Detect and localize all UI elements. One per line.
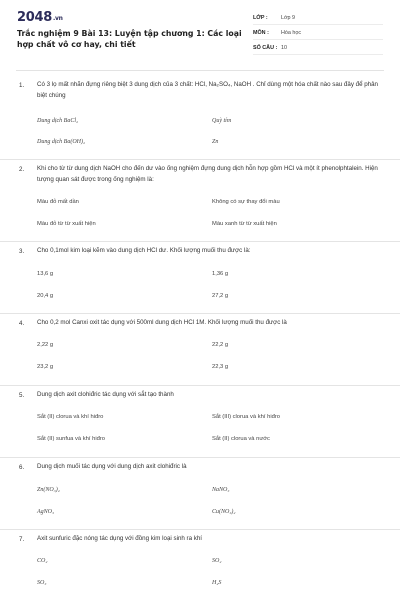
answer-option[interactable]: 2,22 g [37, 342, 54, 348]
question-3 [0, 242, 400, 314]
question-number: 5. [19, 392, 25, 399]
answer-option[interactable]: CO₂ [37, 558, 48, 564]
question-number: 4. [19, 320, 25, 327]
meta-row-grade [253, 12, 383, 25]
answer-option[interactable]: Zn [212, 139, 219, 145]
meta-row-count [253, 42, 383, 55]
question-7 [0, 530, 400, 600]
question-text: Dung dịch axit clohiđric tác dụng với sắt tạo thành [37, 391, 174, 398]
answer-option[interactable]: Sắt (II) clorua và khí hiđro [37, 414, 104, 420]
meta-row-subject [253, 27, 383, 40]
answer-option[interactable]: Sắt (II) sunfua và khí hiđro [37, 436, 105, 442]
answer-option[interactable]: 22,2 g [212, 342, 229, 348]
answer-option[interactable]: Màu đỏ từ từ xuất hiện [37, 221, 96, 227]
question-number: 3. [19, 248, 25, 255]
question-text: Cho 0,1mol kim loại kẽm vào dung dịch HCl dư. Khối lượng muối thu được là: [37, 247, 251, 254]
answer-option[interactable]: 27,2 g [212, 293, 229, 299]
logo-suffix: .vn [52, 15, 63, 22]
answer-option[interactable]: Không có sự thay đổi màu [212, 199, 280, 205]
answer-option[interactable]: Quỳ tím [212, 118, 232, 124]
question-1 [0, 78, 400, 160]
page-header [0, 0, 400, 66]
meta-key: SỐ CÂU : [253, 45, 278, 51]
answer-option[interactable]: Dung dịch Ba(OH)₂ [37, 139, 86, 145]
quiz-meta [253, 12, 383, 57]
answer-option[interactable]: H₂S [212, 580, 222, 586]
logo-text: 2048 [17, 10, 52, 25]
question-5 [0, 386, 400, 458]
question-number: 7. [19, 536, 25, 543]
page-title: Trắc nghiệm 9 Bài 13: Luyện tập chương 1: Các loại hợp chất vô cơ hay, chi tiết [17, 29, 242, 49]
question-text: Axit sunfuric đặc nóng tác dụng với đồng kim loại sinh ra khí [37, 535, 203, 542]
meta-key: MÔN : [253, 30, 269, 36]
answer-option[interactable]: 20,4 g [37, 293, 54, 299]
question-6 [0, 458, 400, 530]
question-text: Dung dịch muối tác dụng với dung dịch axit clohiđric là [37, 463, 187, 470]
question-2 [0, 160, 400, 242]
answer-option[interactable]: AgNO₃ [37, 509, 55, 515]
answer-option[interactable]: Zn(NO₃)₂ [37, 487, 60, 493]
meta-value: Lớp 9 [281, 15, 296, 21]
answer-option[interactable]: 22,3 g [212, 364, 229, 370]
question-number: 6. [19, 464, 25, 471]
answer-option[interactable]: Dung dịch BaCl₂ [37, 118, 79, 124]
question-number: 1. [19, 82, 25, 89]
answer-option[interactable]: Màu đỏ mất dần [37, 199, 79, 205]
answer-option[interactable]: 23,2 g [37, 364, 54, 370]
meta-key: LỚP : [253, 15, 268, 21]
question-text: Khi cho từ từ dung dịch NaOH cho đến dư vào ống nghiệm đựng dung dịch hỗn hợp gồm HCl và một ít phenolphtalein. Hiện tượng quan sát được trong ống nghiệm là: [37, 165, 378, 183]
answer-option[interactable]: SO₃ [37, 580, 47, 586]
header-divider [16, 70, 384, 71]
meta-value: Hóa học [281, 30, 302, 36]
answer-option[interactable]: Cu(NO₃)₂ [212, 509, 236, 515]
meta-value: 10 [281, 45, 287, 51]
answer-option[interactable]: Sắt (III) clorua và khí hiđro [212, 414, 280, 420]
question-text: Cho 0,2 mol Canxi oxit tác dụng với 500ml dung dịch HCl 1M. Khối lượng muối thu được là [37, 319, 287, 326]
answer-option[interactable]: Màu xanh từ từ xuất hiện [212, 221, 277, 227]
answer-option[interactable]: 13,6 g [37, 271, 54, 277]
answer-option[interactable]: 1,36 g [212, 271, 229, 277]
site-logo[interactable] [17, 10, 63, 25]
question-4 [0, 314, 400, 386]
answer-option[interactable]: NaNO₃ [212, 487, 230, 493]
question-text: Có 3 lọ mất nhãn đựng riêng biệt 3 dung dịch của 3 chất: HCl, Na₂SO₄, NaOH . Chỉ dùng một hóa chất nào sau đây để phân biệt chúng [37, 81, 378, 99]
question-number: 2. [19, 166, 25, 173]
answer-option[interactable]: Sắt (II) clorua và nước [212, 436, 270, 442]
answer-option[interactable]: SO₂ [212, 558, 222, 564]
